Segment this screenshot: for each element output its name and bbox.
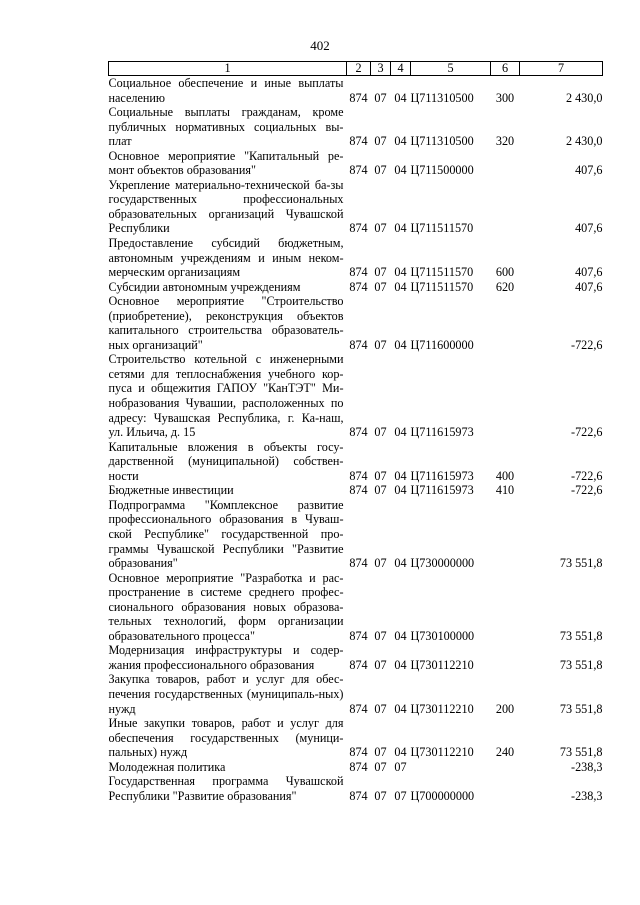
table-row xyxy=(109,236,603,280)
table-row xyxy=(109,716,603,760)
row-vr xyxy=(491,571,520,644)
row-vr xyxy=(491,352,520,439)
row-rz: 07 xyxy=(374,221,387,236)
row-sum: 73 551,8 xyxy=(559,657,603,672)
row-rz: 07 xyxy=(374,556,387,571)
row-pr: 04 xyxy=(394,90,407,105)
row-pr: 07 xyxy=(394,788,407,803)
row-vr: 320 xyxy=(495,134,515,149)
row-name: Социальное обеспечение и иные выплаты населению xyxy=(108,76,344,105)
table-body xyxy=(109,76,603,804)
row-sum: -238,3 xyxy=(571,788,603,803)
table-row xyxy=(109,498,603,571)
row-rz: 07 xyxy=(374,788,387,803)
row-pr: 04 xyxy=(394,483,407,498)
row-rz: 07 xyxy=(374,745,387,760)
row-rz: 07 xyxy=(374,468,387,483)
row-ved: 874 xyxy=(349,221,368,236)
row-sum: -238,3 xyxy=(571,759,603,774)
row-sum: 407,6 xyxy=(575,221,603,236)
row-pr: 04 xyxy=(394,163,407,178)
row-sum: 2 430,0 xyxy=(565,134,603,149)
row-ved: 874 xyxy=(349,556,368,571)
header-col-csr: 5 xyxy=(411,62,491,76)
header-col-sum: 7 xyxy=(520,62,603,76)
row-csr: Ц730000000 xyxy=(410,556,475,571)
row-sum: 73 551,8 xyxy=(559,628,603,643)
row-ved: 874 xyxy=(349,279,368,294)
row-ved: 874 xyxy=(349,265,368,280)
row-name: Укрепление материально-технической ба-зы государственных профессиональных образовательных организаций Чувашской Республики xyxy=(108,177,344,236)
row-name: Строительство котельной с инженерными сетями для теплоснабжения учебного кор-пуса и общежития ГАПОУ "КанТЭТ" Ми-нобразования Чувашии, расположенных по адресу: Чувашская Республика, г. Ка-наш, ул. Ильича, д. 15 xyxy=(108,352,344,440)
row-ved: 874 xyxy=(349,657,368,672)
row-csr: Ц711310500 xyxy=(410,90,474,105)
row-name: Основное мероприятие "Капитальный ре-монт объектов образования" xyxy=(108,148,344,178)
row-ved: 874 xyxy=(349,745,368,760)
row-vr xyxy=(491,294,520,352)
header-col-ved: 2 xyxy=(347,62,371,76)
row-name: Государственная программа Чувашской Республики "Развитие образования" xyxy=(108,774,344,803)
row-rz: 07 xyxy=(374,483,387,498)
row-rz: 07 xyxy=(374,134,387,149)
header-col-pr: 4 xyxy=(391,62,411,76)
row-pr: 04 xyxy=(394,468,407,483)
row-pr: 04 xyxy=(394,556,407,571)
row-name: Бюджетные инвестиции xyxy=(108,483,234,498)
row-vr xyxy=(491,643,520,672)
row-rz: 07 xyxy=(374,425,387,440)
row-vr: 410 xyxy=(495,483,515,498)
table-row xyxy=(109,280,603,295)
row-rz: 07 xyxy=(374,265,387,280)
header-row xyxy=(109,62,603,76)
table-row xyxy=(109,571,603,644)
row-vr xyxy=(491,498,520,571)
row-name: Модернизация инфраструктуры и содер-жания профессионального образования xyxy=(108,643,344,672)
budget-table xyxy=(108,61,603,803)
row-name: Основное мероприятие "Разработка и рас-пространение в системе среднего профес-сионального образования новых образова-тельных технологий, форм организации образовательного процесса" xyxy=(108,570,344,643)
row-vr: 300 xyxy=(495,90,515,105)
row-pr: 04 xyxy=(394,701,407,716)
row-csr: Ц711500000 xyxy=(410,163,474,178)
row-vr: 400 xyxy=(495,468,515,483)
row-vr xyxy=(491,774,520,803)
row-ved: 874 xyxy=(349,90,368,105)
table-row xyxy=(109,105,603,149)
row-rz: 07 xyxy=(374,657,387,672)
row-csr: Ц711511570 xyxy=(410,279,474,294)
row-sum: 73 551,8 xyxy=(559,701,603,716)
row-ved: 874 xyxy=(349,425,368,440)
row-rz: 07 xyxy=(374,279,387,294)
row-ved: 874 xyxy=(349,628,368,643)
row-csr: Ц711310500 xyxy=(410,134,474,149)
row-rz: 07 xyxy=(374,701,387,716)
row-rz: 07 xyxy=(374,163,387,178)
page-number: 402 xyxy=(310,38,330,53)
row-csr: Ц711511570 xyxy=(410,265,474,280)
row-csr: Ц711600000 xyxy=(410,337,474,352)
row-sum: 73 551,8 xyxy=(559,556,603,571)
row-ved: 874 xyxy=(349,483,368,498)
header-col-rz: 3 xyxy=(371,62,391,76)
row-pr: 04 xyxy=(394,657,407,672)
row-pr: 04 xyxy=(394,337,407,352)
row-pr: 04 xyxy=(394,425,407,440)
row-csr: Ц730100000 xyxy=(410,628,475,643)
row-vr: 600 xyxy=(495,265,515,280)
row-name: Закупка товаров, работ и услуг для обес-печения государственных (муниципаль-ных) нужд xyxy=(108,672,344,716)
table-row xyxy=(109,149,603,178)
table-row xyxy=(109,178,603,236)
row-ved: 874 xyxy=(349,468,368,483)
table-row xyxy=(109,643,603,672)
row-name: Иные закупки товаров, работ и услуг для обеспечения государственных (муници-пальных) нужд xyxy=(108,716,344,760)
row-sum: 73 551,8 xyxy=(559,745,603,760)
row-name: Социальные выплаты гражданам, кроме публичных нормативных социальных вы-плат xyxy=(108,105,344,149)
row-vr: 200 xyxy=(495,701,515,716)
row-csr: Ц730112210 xyxy=(410,657,474,672)
row-name: Основное мероприятие "Строительство (приобретение), реконструкция объектов капитального строительства образователь-ных организаций" xyxy=(108,294,344,352)
row-rz: 07 xyxy=(374,759,387,774)
row-csr: Ц711511570 xyxy=(410,221,474,236)
row-sum: 407,6 xyxy=(575,265,603,280)
row-rz: 07 xyxy=(374,90,387,105)
row-vr xyxy=(491,178,520,236)
row-ved: 874 xyxy=(349,134,368,149)
row-vr xyxy=(491,149,520,178)
row-sum: 407,6 xyxy=(575,163,603,178)
row-sum: 2 430,0 xyxy=(565,90,603,105)
row-sum: -722,6 xyxy=(571,425,603,440)
row-pr: 07 xyxy=(394,759,407,774)
table-row xyxy=(109,352,603,439)
row-name: Субсидии автономным учреждениям xyxy=(108,279,301,294)
row-pr: 04 xyxy=(394,221,407,236)
row-ved: 874 xyxy=(349,788,368,803)
table-row xyxy=(109,760,603,775)
header-col-vr: 6 xyxy=(491,62,520,76)
table-row xyxy=(109,774,603,803)
row-name: Предоставление субсидий бюджетным, автономным учреждениям и иным неком-мерческим организациям xyxy=(108,236,344,280)
row-name: Молодежная политика xyxy=(108,759,226,774)
row-csr xyxy=(411,760,491,775)
row-vr: 620 xyxy=(495,279,515,294)
header-col-name: 1 xyxy=(109,62,347,76)
row-ved: 874 xyxy=(349,163,368,178)
row-csr: Ц711615973 xyxy=(410,425,474,440)
row-csr: Ц711615973 xyxy=(410,483,474,498)
row-vr xyxy=(491,760,520,775)
row-name: Подпрограмма "Комплексное развитие профессионального образования в Чуваш-ской Республике" государственной про-граммы Чувашской Республики "Развитие образования" xyxy=(108,497,344,571)
row-pr: 04 xyxy=(394,279,407,294)
row-pr: 04 xyxy=(394,745,407,760)
row-rz: 07 xyxy=(374,628,387,643)
table-row xyxy=(109,76,603,106)
row-ved: 874 xyxy=(349,337,368,352)
row-sum: 407,6 xyxy=(575,279,603,294)
row-csr: Ц730112210 xyxy=(410,701,474,716)
table-row xyxy=(109,672,603,716)
row-csr: Ц711615973 xyxy=(410,468,474,483)
row-vr: 240 xyxy=(495,745,515,760)
row-sum: -722,6 xyxy=(571,483,603,498)
row-pr: 04 xyxy=(394,265,407,280)
row-ved: 874 xyxy=(349,759,368,774)
row-csr: Ц700000000 xyxy=(410,788,475,803)
row-sum: -722,6 xyxy=(571,337,603,352)
table-row xyxy=(109,440,603,484)
row-rz: 07 xyxy=(374,337,387,352)
row-sum: -722,6 xyxy=(571,468,603,483)
row-csr: Ц730112210 xyxy=(410,745,474,760)
table-row xyxy=(109,483,603,498)
row-pr: 04 xyxy=(394,628,407,643)
row-name: Капитальные вложения в объекты госу-дарственной (муниципальной) собствен-ности xyxy=(108,439,344,483)
row-ved: 874 xyxy=(349,701,368,716)
row-pr: 04 xyxy=(394,134,407,149)
table-row xyxy=(109,294,603,352)
